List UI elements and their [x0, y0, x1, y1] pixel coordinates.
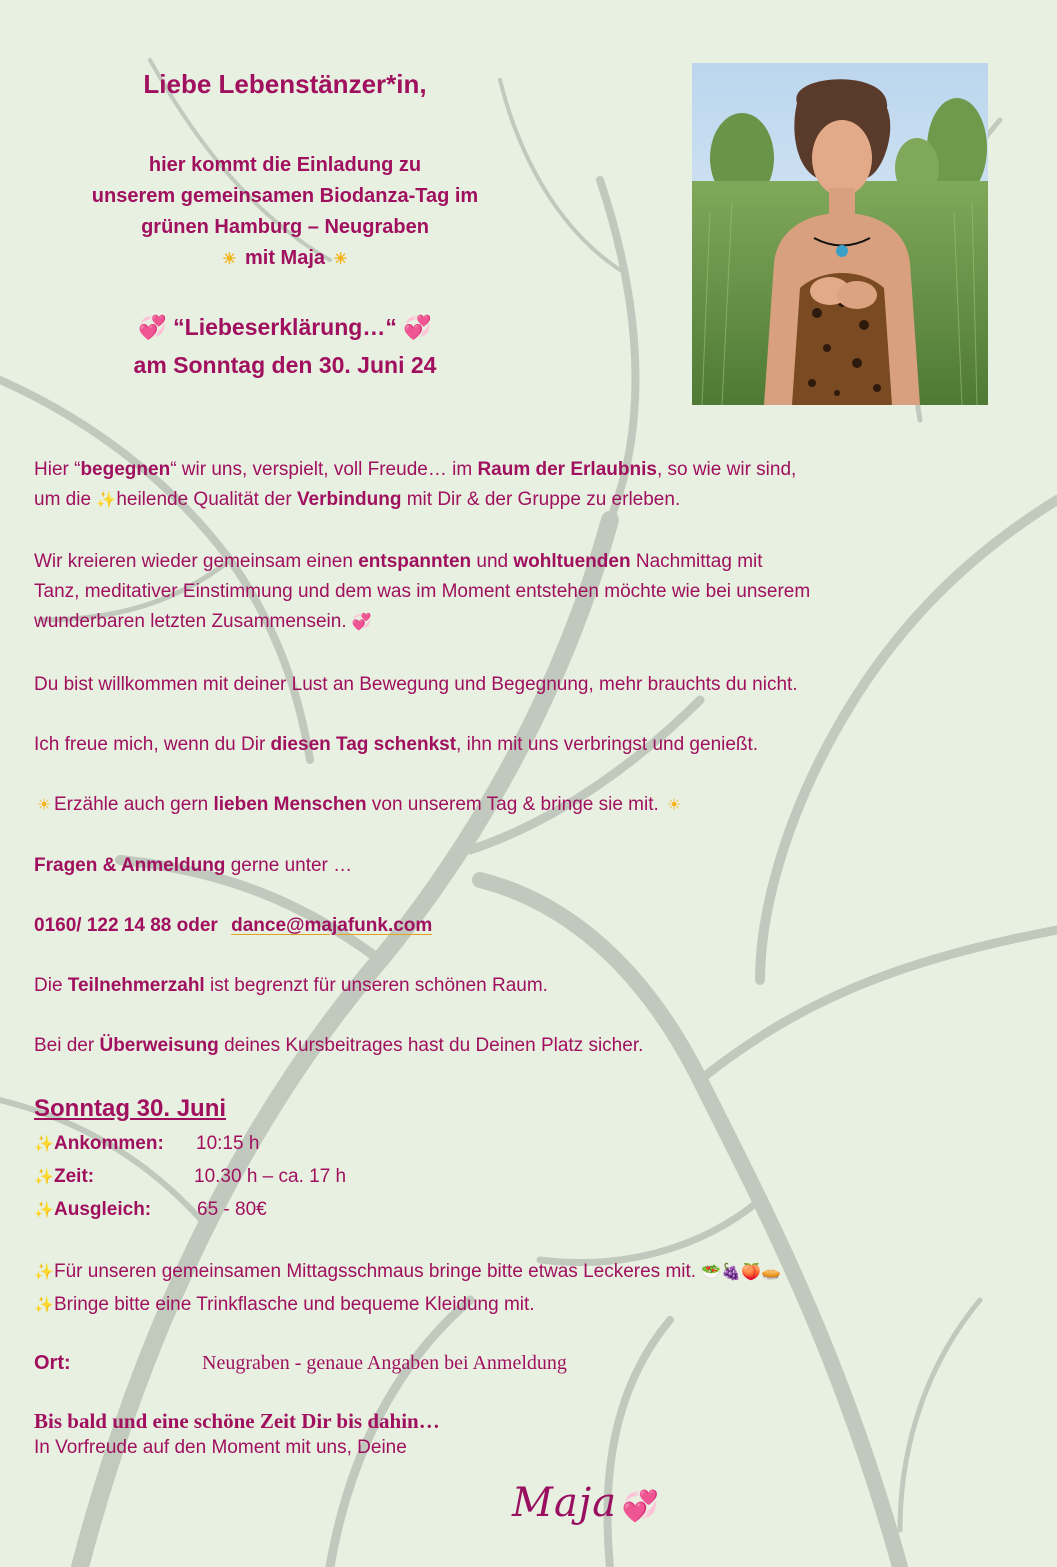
date-line: am Sonntag den 30. Juni 24	[133, 352, 437, 378]
paragraph-encounter-line-2	[34, 485, 1024, 516]
heart-icon: 💞	[621, 1490, 659, 1523]
schedule-value: 10.30 h – ca. 17 h	[194, 1166, 347, 1187]
contact-line	[34, 911, 1024, 941]
location-label: Ort:	[34, 1352, 71, 1374]
text-bold: diesen Tag schenkst	[270, 734, 457, 755]
schedule-label: Ankommen:	[54, 1133, 164, 1154]
schedule-heading: Sonntag 30. Juni	[34, 1095, 227, 1122]
text-bold: Teilnehmerzahl	[67, 975, 205, 996]
notes-block	[34, 1256, 1024, 1322]
text: Erzähle auch gern	[54, 794, 214, 815]
schedule-value: 65 - 80€	[197, 1199, 267, 1220]
text: Wir kreieren wieder gemeinsam einen	[34, 551, 359, 572]
note-food	[34, 1256, 1024, 1289]
text: Hier “	[34, 459, 81, 480]
sparkle-icon: ✨	[34, 1264, 54, 1281]
sun-icon: ☀	[36, 797, 52, 814]
intro-line-2: unserem gemeinsamen Biodanza-Tag im	[91, 185, 479, 207]
text: , so wie wir sind,	[656, 459, 797, 480]
sparkle-icon: ✨	[34, 1202, 54, 1219]
text: “ wir uns, verspielt, voll Freude… im	[170, 459, 478, 480]
signature-name: Maja	[512, 1480, 618, 1526]
phone-number: 0160/ 122 14 88 oder	[34, 915, 218, 936]
intro-block	[40, 150, 530, 275]
note-drink	[34, 1289, 1024, 1322]
text-bold: wohltuenden	[513, 551, 631, 572]
sparkle-icon: ✨	[96, 492, 117, 509]
heart-icon: 💞	[351, 614, 372, 631]
sparkle-icon: ✨	[34, 1136, 54, 1153]
motto-block	[40, 308, 530, 384]
text: Ich freue mich, wenn du Dir	[34, 734, 271, 755]
closing-line-2: In Vorfreude auf den Moment mit uns, Deine	[34, 1437, 407, 1458]
motto-line	[40, 308, 530, 346]
text: gerne unter …	[225, 855, 353, 876]
paragraph-gift-day	[34, 730, 1024, 760]
text: Die	[34, 975, 68, 996]
heart-icon: 💞	[138, 314, 167, 340]
maja-photo	[692, 63, 988, 405]
heart-icon: 💞	[403, 314, 432, 340]
schedule-item-fee	[34, 1194, 734, 1227]
paragraph-encounter	[34, 455, 1024, 516]
text: und	[471, 551, 514, 572]
intro-line-3: grünen Hamburg – Neugraben	[141, 216, 429, 238]
sparkle-icon: ✨	[34, 1169, 54, 1186]
sparkle-icon: ✨	[34, 1297, 54, 1314]
text: Bringe bitte eine Trinkflasche und bequeme Kleidung mit.	[54, 1294, 535, 1315]
paragraph-welcome: Du bist willkommen mit deiner Lust an Bewegung und Begegnung, mehr brauchts du nicht.	[34, 674, 798, 695]
schedule-label: Ausgleich:	[54, 1199, 152, 1220]
food-icons: 🥗🍇🍑🥧	[701, 1264, 782, 1281]
motto: “Liebeserklärung…“	[173, 314, 397, 340]
paragraph-afternoon	[34, 547, 1024, 638]
intro-line-1: hier kommt die Einladung zu	[148, 154, 422, 176]
text: , ihn mit uns verbringst und genießt.	[456, 734, 759, 755]
with-maja-line	[40, 243, 530, 275]
text-bold: Überweisung	[99, 1035, 219, 1056]
text: wunderbaren letzten Zusammensein.	[34, 611, 347, 632]
with-maja: mit Maja	[244, 247, 326, 269]
text: um die	[34, 489, 97, 510]
schedule-label: Zeit:	[54, 1166, 95, 1187]
greeting: Liebe Lebenstänzer*in,	[143, 69, 427, 99]
text-bold: Raum der Erlaubnis	[477, 459, 657, 480]
paragraph-questions	[34, 851, 1024, 881]
paragraph-transfer	[34, 1031, 1024, 1061]
text-bold: begegnen	[80, 459, 171, 480]
text-bold: Verbindung	[296, 489, 402, 510]
paragraph-afternoon-line-3	[34, 607, 1024, 638]
paragraph-participants	[34, 971, 1024, 1001]
sun-icon: ☀	[666, 797, 682, 814]
text: deines Kursbeitrages hast du Deinen Platz sicher.	[218, 1035, 644, 1056]
text: Nachmittag mit	[630, 551, 763, 572]
text: Für unseren gemeinsamen Mittagsschmaus bringe bitte etwas Leckeres mit.	[54, 1261, 697, 1282]
text-bold: entspannten	[358, 551, 472, 572]
paragraph-bring-friends	[34, 790, 1024, 821]
closing-line-1: Bis bald und eine schöne Zeit Dir bis dahin…	[34, 1409, 440, 1433]
schedule-value: 10:15 h	[196, 1133, 260, 1154]
text: ist begrenzt für unseren schönen Raum.	[204, 975, 548, 996]
schedule-item-arrival	[34, 1128, 734, 1161]
signature	[512, 1480, 659, 1540]
schedule-item-time	[34, 1161, 734, 1194]
text: mit Dir & der Gruppe zu erleben.	[401, 489, 681, 510]
paragraph-afternoon-line-2: Tanz, meditativer Einstimmung und dem was im Moment entstehen möchte wie bei unserem	[34, 581, 811, 602]
text: von unserem Tag & bringe sie mit.	[366, 794, 659, 815]
paragraph-afternoon-line-1	[34, 547, 1024, 577]
text-bold: Fragen & Anmeldung	[34, 855, 226, 876]
email-link[interactable]: dance@majafunk.com	[231, 915, 433, 936]
location-line	[34, 1348, 1024, 1378]
paragraph-encounter-line-1	[34, 455, 1024, 485]
sun-icon: ☀	[333, 251, 348, 268]
text: Bei der	[34, 1035, 100, 1056]
location-value: Neugraben - genaue Angaben bei Anmeldung	[202, 1352, 567, 1374]
schedule-list	[34, 1128, 734, 1227]
text-bold: lieben Menschen	[213, 794, 367, 815]
sun-icon: ☀	[222, 251, 237, 268]
text: heilende Qualität der	[116, 489, 297, 510]
